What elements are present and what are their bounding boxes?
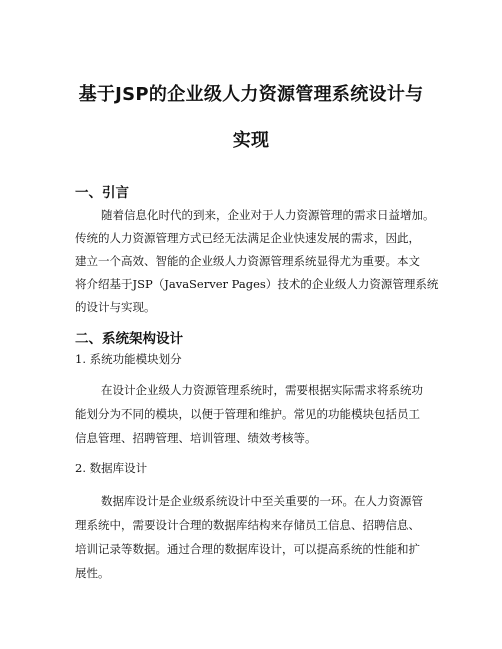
- paragraph-line: 数据库设计是企业级系统设计中至关重要的一环。在人力资源管: [101, 494, 423, 508]
- paragraph-line: 信息管理、招聘管理、培训管理、绩效考核等。: [75, 431, 317, 445]
- section-heading-introduction: 一、引言: [75, 185, 129, 201]
- paragraph-line: 将介绍基于JSP（JavaServer Pages）技术的企业级人力资源管理系统: [75, 277, 439, 291]
- paragraph-line: 能划分为不同的模块，以便于管理和维护。常见的功能模块包括员工: [75, 407, 420, 421]
- paragraph-line: 随着信息化时代的到来，企业对于人力资源管理的需求日益增加。: [101, 208, 435, 222]
- paragraph-line: 的设计与实现。: [75, 300, 156, 314]
- paragraph-line: 培训记录等数据。通过合理的数据库设计，可以提高系统的性能和扩: [75, 542, 420, 556]
- paragraph-line: 展性。: [75, 566, 110, 580]
- document-title-line-2: 实现: [232, 130, 270, 151]
- subsection-heading-database: 2. 数据库设计: [75, 461, 148, 475]
- paragraph-line: 理系统中，需要设计合理的数据库结构来存储员工信息、招聘信息、: [75, 518, 420, 532]
- document-title-line-1: 基于JSP的企业级人力资源管理系统设计与: [78, 84, 424, 105]
- paragraph-line: 在设计企业级人力资源管理系统时，需要根据实际需求将系统功: [101, 383, 423, 397]
- section-heading-architecture: 二、系统架构设计: [75, 331, 183, 347]
- paragraph-line: 传统的人力资源管理方式已经无法满足企业快速发展的需求，因此，: [75, 231, 420, 245]
- paragraph-line: 建立一个高效、智能的企业级人力资源管理系统显得尤为重要。本文: [75, 254, 420, 268]
- subsection-heading-modules: 1. 系统功能模块划分: [75, 352, 182, 366]
